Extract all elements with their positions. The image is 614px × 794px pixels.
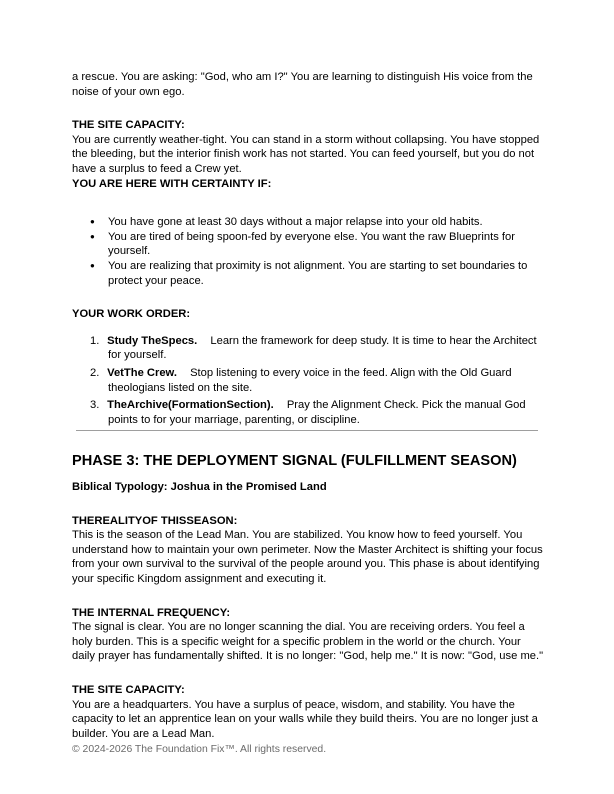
capacity-heading: THE SITE CAPACITY: [72, 683, 185, 696]
certainty-item: ● You are tired of being spoon-fed by everyone else. You want the raw Blueprints for yourself. [108, 230, 546, 259]
work-order-title: VetThe Crew. [107, 366, 177, 379]
document-page [72, 70, 546, 430]
work-order-number: 1. [90, 334, 100, 347]
copyright-footer: © 2024-2026 The Foundation Fix™. All rights reserved. [72, 744, 327, 755]
work-order-number: 3. [90, 399, 100, 412]
work-order-item [90, 334, 546, 363]
capacity-body: You are a headquarters. You have a surplus of peace, wisdom, and stability. You have the capacity to let an apprentice lean on your walls while they build theirs. You are no longer just a builder. You are a Lead Man. [72, 698, 538, 740]
certainty-heading: YOU ARE HERE WITH CERTAINTY IF: [72, 177, 272, 190]
phase3-title: PHASE 3: THE DEPLOYMENT SIGNAL (FULFILLMENT SEASON) [72, 453, 517, 469]
site-capacity-heading: THE SITE CAPACITY: [72, 119, 185, 132]
work-order-text: Pray the Alignment Check. Pick the manual God points to for your marriage, parenting, or discipline. [108, 399, 526, 426]
intro-paragraph: a rescue. You are asking: "God, who am I?" You are learning to distinguish His voice from the noise of your own ego. [72, 71, 533, 98]
work-order-item [90, 398, 546, 427]
work-order-text: Stop listening to every voice in the feed. Align with the Old Guard theologians listed on the site. [108, 366, 512, 394]
work-order-list [72, 334, 546, 428]
work-order-title: TheArchive(FormationSection). [107, 399, 274, 412]
phase3-section [72, 452, 546, 741]
certainty-item: ● You have gone at least 30 days without a major relapse into your old habits. [108, 215, 546, 230]
work-order-text: Learn the framework for deep study. It is time to hear the Architect for yourself. [108, 334, 537, 362]
frequency-heading: THE INTERNAL FREQUENCY: [72, 606, 231, 619]
reality-body: This is the season of the Lead Man. You are stabilized. You know how to feed yourself. You understand how to maintain your own perimeter. Now the Master Architect is shifting your focus from your own survival to the survival of the people around you. This phase is about identifying your specific Kingdom assignment and executing it. [72, 529, 543, 585]
reality-heading: THEREALITYOF THISSEASON: [72, 514, 238, 527]
section-divider [76, 430, 538, 431]
work-order-item [90, 366, 546, 395]
frequency-body: The signal is clear. You are no longer scanning the dial. You are receiving orders. You feel a holy burden. This is a specific weight for a specific problem in the world or the church. Your daily prayer has fundamentally shifted. It is no longer: "God, help me." It is now: "God, use me." [72, 621, 544, 663]
certainty-item: ● You are realizing that proximity is not alignment. You are starting to set boundaries to protect your peace. [108, 259, 546, 288]
work-order-heading: YOUR WORK ORDER: [72, 308, 191, 321]
work-order-number: 2. [90, 366, 100, 379]
certainty-list [72, 215, 546, 288]
typology-line: Biblical Typology: Joshua in the Promised Land [72, 481, 327, 493]
site-capacity-body: You are currently weather-tight. You can stand in a storm without collapsing. You have stopped the bleeding, but the interior finish work has not started. You can feed yourself, but you do not have a surplus to feed a Crew yet. [72, 133, 540, 175]
work-order-title: Study TheSpecs. [107, 334, 198, 347]
